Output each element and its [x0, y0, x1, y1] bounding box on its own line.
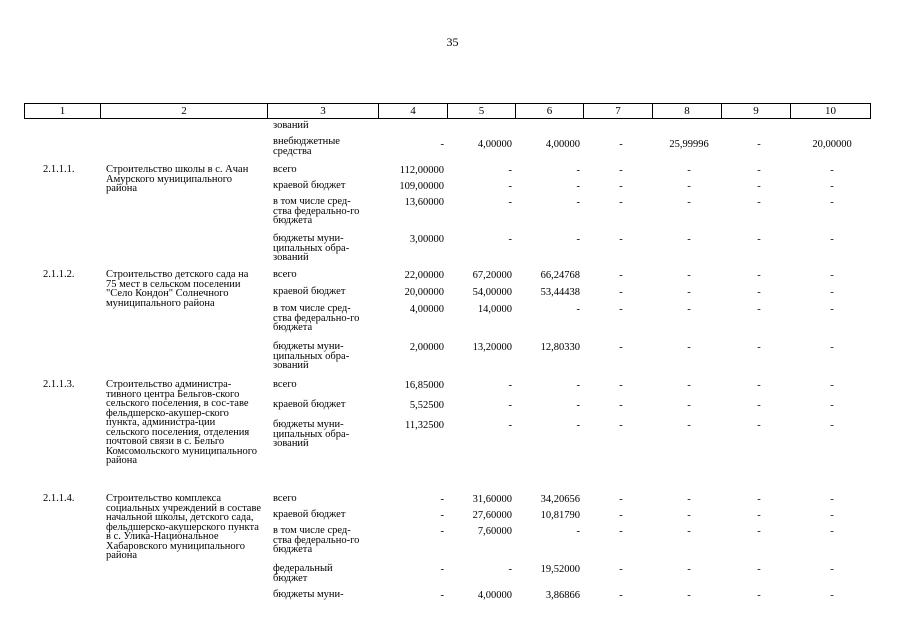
row-c6: - — [576, 526, 580, 537]
row-c4: - — [440, 590, 444, 601]
row-label: бюджеты муни-ципальных обра-зований — [273, 341, 350, 371]
row-c9: - — [757, 304, 761, 315]
item-code: 2.1.1.3. — [43, 379, 75, 390]
row-c6: - — [576, 304, 580, 315]
row-c4: - — [440, 494, 444, 505]
row-c10: - — [830, 510, 834, 521]
row-c8: - — [687, 234, 691, 245]
col-header-9: 9 — [722, 104, 791, 119]
item-code: 2.1.1.1. — [43, 164, 75, 175]
row-c7: - — [619, 494, 623, 505]
row-c5: 14,0000 — [477, 304, 512, 315]
continuation-tail: зований — [273, 120, 309, 131]
row-c6: 10,81790 — [540, 510, 580, 521]
row-c10: - — [830, 342, 834, 353]
row-c7: - — [619, 304, 623, 315]
page-number: 35 — [446, 35, 459, 49]
row-c7: - — [619, 270, 623, 281]
row-label: в том числе сред-ства федерально-го бюджета — [273, 525, 360, 555]
column-number-header — [24, 103, 871, 119]
row-c9: - — [757, 197, 761, 208]
row-c10: - — [830, 304, 834, 315]
row-c9: - — [757, 181, 761, 192]
row-c4: 2,00000 — [409, 342, 444, 353]
row-c7: - — [619, 181, 623, 192]
row-c7: - — [619, 564, 623, 575]
row-c9: - — [757, 139, 761, 150]
row-c10: - — [830, 494, 834, 505]
row-c6: 3,86866 — [545, 590, 580, 601]
col-header-7: 7 — [584, 104, 653, 119]
row-c6: 66,24768 — [540, 270, 580, 281]
row-c9: - — [757, 270, 761, 281]
row-c5: 13,20000 — [472, 342, 512, 353]
row-c5: - — [508, 197, 512, 208]
row-c9: - — [757, 510, 761, 521]
row-c5: - — [508, 420, 512, 431]
row-c6: 19,52000 — [540, 564, 580, 575]
row-c9: - — [757, 494, 761, 505]
row-c5: - — [508, 380, 512, 391]
row-c9: - — [757, 165, 761, 176]
row-c5: 31,60000 — [472, 494, 512, 505]
row-c8: - — [687, 400, 691, 411]
row-c8: - — [687, 590, 691, 601]
row-c4: 5,52500 — [409, 400, 444, 411]
row-c6: - — [576, 181, 580, 192]
row-c5: - — [508, 234, 512, 245]
row-c6: - — [576, 380, 580, 391]
row-c4: - — [440, 139, 444, 150]
row-label: в том числе сред-ства федерально-го бюджета — [273, 303, 360, 333]
row-c9: - — [757, 400, 761, 411]
row-c6: - — [576, 420, 580, 431]
row-c9: - — [757, 420, 761, 431]
col-header-8: 8 — [653, 104, 722, 119]
item-name: Строительство школы в с. Ачан Амурского муниципального района — [106, 164, 249, 194]
row-c6: - — [576, 400, 580, 411]
row-c7: - — [619, 400, 623, 411]
row-c5: 4,00000 — [477, 139, 512, 150]
col-header-1: 1 — [25, 104, 101, 119]
col-header-3: 3 — [268, 104, 379, 119]
row-label: всего — [273, 164, 297, 175]
row-label: краевой бюджет — [273, 399, 346, 410]
row-c5: - — [508, 564, 512, 575]
row-c4: - — [440, 510, 444, 521]
row-label: бюджеты муни- — [273, 589, 344, 600]
row-c4: 4,00000 — [409, 304, 444, 315]
row-c10: - — [830, 287, 834, 298]
row-c7: - — [619, 380, 623, 391]
item-code: 2.1.1.4. — [43, 493, 75, 504]
row-c8: 25,99996 — [669, 139, 709, 150]
item-name: Строительство детского сада на 75 мест в сельском поселении "Село Кондон" Солнечного муниципального района — [106, 269, 249, 309]
col-header-2: 2 — [101, 104, 268, 119]
row-c8: - — [687, 564, 691, 575]
row-c6: 4,00000 — [545, 139, 580, 150]
row-c10: - — [830, 400, 834, 411]
row-c10: - — [830, 181, 834, 192]
row-label: в том числе сред-ства федерально-го бюджета — [273, 196, 360, 226]
row-c9: - — [757, 342, 761, 353]
row-c8: - — [687, 342, 691, 353]
row-c10: - — [830, 526, 834, 537]
row-c4: - — [440, 526, 444, 537]
row-c8: - — [687, 197, 691, 208]
row-c10: - — [830, 590, 834, 601]
row-c8: - — [687, 526, 691, 537]
row-c7: - — [619, 287, 623, 298]
row-c9: - — [757, 287, 761, 298]
row-c8: - — [687, 420, 691, 431]
row-c6: 53,44438 — [540, 287, 580, 298]
col-header-5: 5 — [448, 104, 516, 119]
row-c7: - — [619, 510, 623, 521]
row-c5: - — [508, 181, 512, 192]
row-c6: - — [576, 234, 580, 245]
row-c7: - — [619, 526, 623, 537]
row-c4: 13,60000 — [404, 197, 444, 208]
row-label: краевой бюджет — [273, 180, 346, 191]
col-header-6: 6 — [516, 104, 584, 119]
row-c7: - — [619, 165, 623, 176]
row-label: бюджеты муни-ципальных обра-зований — [273, 233, 350, 263]
row-label: всего — [273, 493, 297, 504]
row-c8: - — [687, 181, 691, 192]
row-c4: 112,00000 — [399, 165, 444, 176]
row-label: федеральный бюджет — [273, 563, 333, 584]
row-c7: - — [619, 197, 623, 208]
row-label: краевой бюджет — [273, 286, 346, 297]
row-c8: - — [687, 494, 691, 505]
row-c9: - — [757, 234, 761, 245]
item-code: 2.1.1.2. — [43, 269, 75, 280]
row-label: краевой бюджет — [273, 509, 346, 520]
item-name: Строительство администра-тивного центра Бельгов-ского сельского поселения, в сос-таве фельдшерско-акушер-ского пункта, администра-ции сельского поселения, отделения почтовой связи в с. Бельго Комсомольского муниципального района — [106, 379, 258, 466]
col-header-10: 10 — [791, 104, 871, 119]
col-header-4: 4 — [379, 104, 448, 119]
row-c10: - — [830, 270, 834, 281]
row-label: всего — [273, 379, 297, 390]
row-c4: 3,00000 — [409, 234, 444, 245]
row-c10: - — [830, 234, 834, 245]
row-c5: 67,20000 — [472, 270, 512, 281]
row-c6: - — [576, 197, 580, 208]
row-label: всего — [273, 269, 297, 280]
row-c4: 16,85000 — [404, 380, 444, 391]
row-c7: - — [619, 234, 623, 245]
row-c5: 54,00000 — [472, 287, 512, 298]
row-c7: - — [619, 420, 623, 431]
row-c8: - — [687, 380, 691, 391]
row-label: внебюджетные средства — [273, 136, 340, 157]
row-c8: - — [687, 165, 691, 176]
row-c7: - — [619, 139, 623, 150]
row-c9: - — [757, 564, 761, 575]
item-name: Строительство комплекса социальных учреждений в составе начальной школы, детского сада, фельдшерско-акушерского пункта в с. Улика-Национальное Хабаровского муниципального района — [106, 493, 262, 561]
row-label: бюджеты муни-ципальных обра-зований — [273, 419, 350, 449]
row-c4: 109,00000 — [399, 181, 444, 192]
row-c10: 20,00000 — [812, 139, 852, 150]
row-c8: - — [687, 270, 691, 281]
row-c5: 27,60000 — [472, 510, 512, 521]
row-c10: - — [830, 564, 834, 575]
row-c8: - — [687, 287, 691, 298]
row-c5: 7,60000 — [477, 526, 512, 537]
row-c10: - — [830, 165, 834, 176]
row-c6: 34,20656 — [540, 494, 580, 505]
row-c5: - — [508, 165, 512, 176]
row-c9: - — [757, 380, 761, 391]
row-c7: - — [619, 342, 623, 353]
row-c4: - — [440, 564, 444, 575]
row-c8: - — [687, 304, 691, 315]
row-c8: - — [687, 510, 691, 521]
row-c4: 22,00000 — [404, 270, 444, 281]
row-c10: - — [830, 420, 834, 431]
row-c7: - — [619, 590, 623, 601]
row-c4: 11,32500 — [405, 420, 444, 431]
row-c9: - — [757, 526, 761, 537]
row-c9: - — [757, 590, 761, 601]
row-c6: - — [576, 165, 580, 176]
row-c6: 12,80330 — [540, 342, 580, 353]
row-c10: - — [830, 380, 834, 391]
row-c5: - — [508, 400, 512, 411]
row-c5: 4,00000 — [477, 590, 512, 601]
row-c10: - — [830, 197, 834, 208]
row-c4: 20,00000 — [404, 287, 444, 298]
